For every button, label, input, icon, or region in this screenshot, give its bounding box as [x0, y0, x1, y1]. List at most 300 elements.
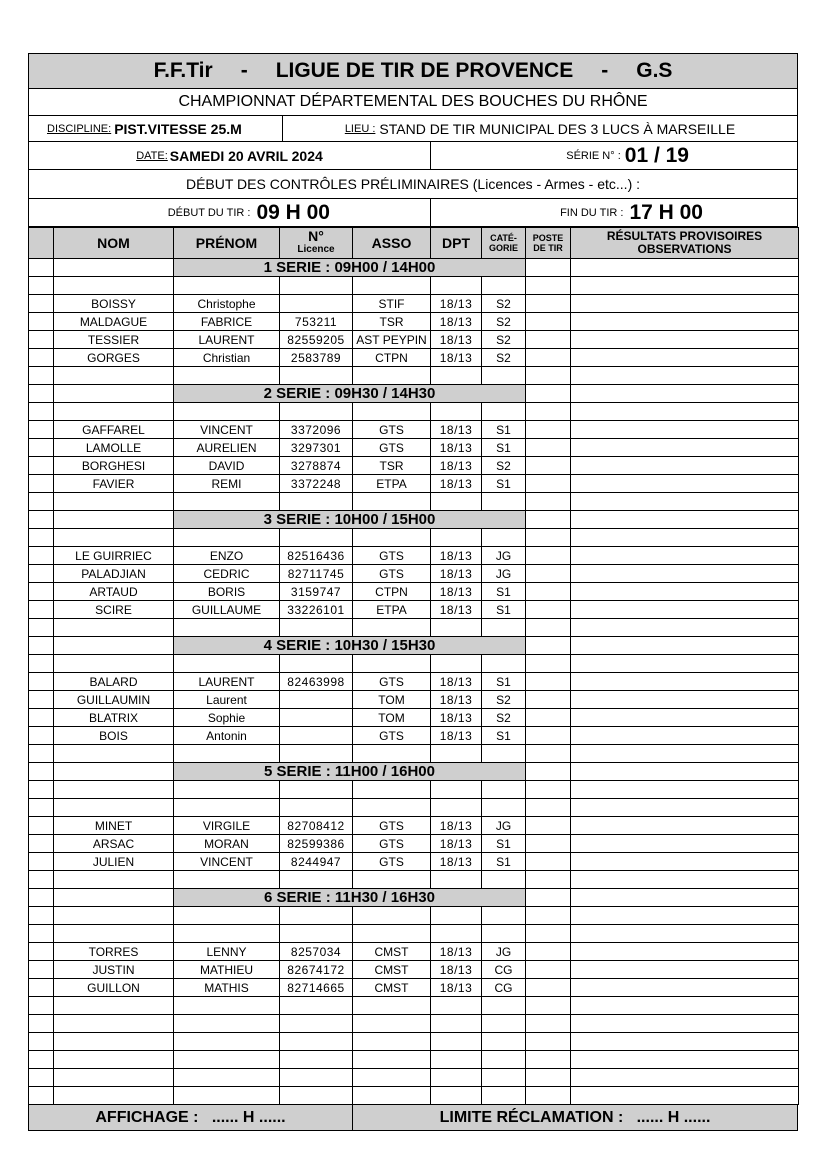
serie-header-row [29, 259, 799, 277]
date-label: DATE: [136, 149, 168, 162]
cell-resultats [571, 619, 799, 637]
empty-row [29, 745, 799, 763]
participant-categorie: CG [482, 979, 526, 997]
cell-licence [280, 871, 353, 889]
participant-row [29, 565, 799, 583]
cell-licence [280, 781, 353, 799]
cell-licence [280, 493, 353, 511]
cell-asso [353, 619, 431, 637]
cell-index [29, 637, 54, 655]
participant-categorie: S1 [482, 421, 526, 439]
participant-resultats [571, 421, 799, 439]
participant-row [29, 673, 799, 691]
cell-licence [280, 907, 353, 925]
cell-nom [54, 1033, 174, 1051]
empty-row [29, 529, 799, 547]
header-nom: NOM [54, 228, 174, 259]
cell-categorie [482, 277, 526, 295]
participant-poste [526, 943, 571, 961]
footer-bar [28, 1105, 798, 1131]
serie-header-row [29, 385, 799, 403]
start-time-cell [29, 199, 431, 226]
empty-row [29, 907, 799, 925]
cell-licence [280, 367, 353, 385]
cell-resultats [571, 799, 799, 817]
cell-nom [54, 529, 174, 547]
cell-dpt [431, 367, 482, 385]
cell-poste [526, 745, 571, 763]
cell-licence [280, 799, 353, 817]
cell-resultats [571, 1033, 799, 1051]
discipline-label: DISCIPLINE: [47, 122, 112, 135]
cell-resultats [571, 745, 799, 763]
participant-dpt: 18/13 [431, 691, 482, 709]
participant-nom: JUSTIN [54, 961, 174, 979]
participant-resultats [571, 583, 799, 601]
cell-dpt [431, 1015, 482, 1033]
cell-poste [526, 925, 571, 943]
cell-asso [353, 277, 431, 295]
cell-prenom [174, 493, 280, 511]
cell-index [29, 907, 54, 925]
cell-index [29, 421, 54, 439]
cell-index [29, 1069, 54, 1087]
participant-resultats [571, 457, 799, 475]
cell-nom [54, 511, 174, 529]
cell-resultats [571, 277, 799, 295]
cell-nom [54, 907, 174, 925]
cell-categorie [482, 925, 526, 943]
participant-row [29, 961, 799, 979]
participant-row [29, 691, 799, 709]
participant-nom: SCIRE [54, 601, 174, 619]
participant-asso: TSR [353, 457, 431, 475]
cell-asso [353, 745, 431, 763]
cell-prenom [174, 997, 280, 1015]
cell-prenom [174, 925, 280, 943]
participant-poste [526, 601, 571, 619]
cell-index [29, 673, 54, 691]
participant-row [29, 421, 799, 439]
participant-poste [526, 979, 571, 997]
cell-nom [54, 1051, 174, 1069]
participant-asso: AST PEYPIN [353, 331, 431, 349]
serie-header-row [29, 511, 799, 529]
participant-categorie: S1 [482, 853, 526, 871]
participant-asso: GTS [353, 853, 431, 871]
cell-dpt [431, 277, 482, 295]
participant-prenom: REMI [174, 475, 280, 493]
participant-asso: CMST [353, 943, 431, 961]
participant-row [29, 331, 799, 349]
empty-row [29, 1033, 799, 1051]
cell-dpt [431, 907, 482, 925]
cell-nom [54, 259, 174, 277]
participant-categorie: S1 [482, 475, 526, 493]
participant-resultats [571, 709, 799, 727]
cell-resultats [571, 907, 799, 925]
cell-resultats [571, 511, 799, 529]
cell-categorie [482, 1069, 526, 1087]
cell-index [29, 277, 54, 295]
cell-poste [526, 1069, 571, 1087]
participant-poste [526, 709, 571, 727]
participant-prenom: AURELIEN [174, 439, 280, 457]
participant-dpt: 18/13 [431, 601, 482, 619]
participant-licence [280, 691, 353, 709]
participant-prenom: BORIS [174, 583, 280, 601]
title-separator: - [240, 59, 248, 82]
participant-prenom: MORAN [174, 835, 280, 853]
participant-nom: BORGHESI [54, 457, 174, 475]
participant-row [29, 943, 799, 961]
serie-label: 1 SERIE : 09H00 / 14H00 [174, 259, 526, 277]
participant-resultats [571, 961, 799, 979]
participant-dpt: 18/13 [431, 979, 482, 997]
participant-resultats [571, 349, 799, 367]
cell-nom [54, 763, 174, 781]
cell-nom [54, 277, 174, 295]
cell-nom [54, 637, 174, 655]
cell-poste [526, 763, 571, 781]
start-time-label: DÉBUT DU TIR : [167, 206, 251, 219]
cell-categorie [482, 403, 526, 421]
cell-categorie [482, 1051, 526, 1069]
empty-row [29, 277, 799, 295]
cell-asso [353, 997, 431, 1015]
header-categorie: CATÉ-GORIE [482, 228, 526, 259]
cell-asso [353, 493, 431, 511]
participant-poste [526, 835, 571, 853]
header-licence-number: N° [308, 228, 324, 244]
end-time-value: 17 H 00 [629, 200, 703, 224]
cell-index [29, 781, 54, 799]
title-bar [28, 53, 798, 89]
affichage-cell [29, 1105, 353, 1130]
cell-dpt [431, 619, 482, 637]
cell-nom [54, 1015, 174, 1033]
cell-asso [353, 1015, 431, 1033]
cell-resultats [571, 889, 799, 907]
cell-dpt [431, 1087, 482, 1105]
header-prenom: PRÉNOM [174, 228, 280, 259]
participant-licence: 8244947 [280, 853, 353, 871]
date-row [28, 142, 798, 170]
cell-index [29, 817, 54, 835]
participant-asso: ETPA [353, 475, 431, 493]
participant-dpt: 18/13 [431, 853, 482, 871]
participant-licence: 82599386 [280, 835, 353, 853]
participant-dpt: 18/13 [431, 961, 482, 979]
participant-row [29, 439, 799, 457]
participant-licence: 82559205 [280, 331, 353, 349]
participant-asso: CTPN [353, 349, 431, 367]
participant-dpt: 18/13 [431, 709, 482, 727]
participant-categorie: S1 [482, 835, 526, 853]
cell-resultats [571, 1087, 799, 1105]
header-asso: ASSO [353, 228, 431, 259]
cell-index [29, 961, 54, 979]
participant-row [29, 817, 799, 835]
participant-nom: MINET [54, 817, 174, 835]
cell-index [29, 385, 54, 403]
cell-index [29, 925, 54, 943]
cell-nom [54, 619, 174, 637]
participant-resultats [571, 565, 799, 583]
cell-asso [353, 529, 431, 547]
cell-poste [526, 781, 571, 799]
participant-nom: GORGES [54, 349, 174, 367]
participant-asso: STIF [353, 295, 431, 313]
cell-prenom [174, 871, 280, 889]
cell-index [29, 979, 54, 997]
participant-asso: CMST [353, 979, 431, 997]
cell-dpt [431, 493, 482, 511]
cell-poste [526, 1033, 571, 1051]
participant-row [29, 583, 799, 601]
participant-categorie: S1 [482, 673, 526, 691]
cell-nom [54, 799, 174, 817]
competition-sheet [28, 53, 798, 1131]
cell-poste [526, 277, 571, 295]
participant-dpt: 18/13 [431, 673, 482, 691]
cell-poste [526, 889, 571, 907]
cell-index [29, 835, 54, 853]
participant-nom: LAMOLLE [54, 439, 174, 457]
cell-index [29, 565, 54, 583]
participant-categorie: S1 [482, 439, 526, 457]
participant-licence: 82711745 [280, 565, 353, 583]
cell-index [29, 313, 54, 331]
participant-categorie: JG [482, 547, 526, 565]
participant-poste [526, 547, 571, 565]
cell-index [29, 799, 54, 817]
cell-nom [54, 925, 174, 943]
discipline-row [28, 116, 798, 142]
cell-index [29, 511, 54, 529]
serie-header-row [29, 763, 799, 781]
cell-prenom [174, 655, 280, 673]
participant-dpt: 18/13 [431, 565, 482, 583]
cell-index [29, 745, 54, 763]
cell-categorie [482, 1033, 526, 1051]
cell-categorie [482, 493, 526, 511]
participant-prenom: Christophe [174, 295, 280, 313]
participant-dpt: 18/13 [431, 349, 482, 367]
participant-dpt: 18/13 [431, 457, 482, 475]
cell-prenom [174, 745, 280, 763]
participant-resultats [571, 673, 799, 691]
cell-asso [353, 871, 431, 889]
participant-poste [526, 691, 571, 709]
participant-poste [526, 853, 571, 871]
cell-nom [54, 1069, 174, 1087]
participant-licence: 3278874 [280, 457, 353, 475]
cell-resultats [571, 637, 799, 655]
cell-categorie [482, 907, 526, 925]
cell-nom [54, 367, 174, 385]
participant-dpt: 18/13 [431, 583, 482, 601]
cell-resultats [571, 1015, 799, 1033]
participant-categorie: CG [482, 961, 526, 979]
participant-prenom: MATHIEU [174, 961, 280, 979]
participant-resultats [571, 817, 799, 835]
participant-resultats [571, 331, 799, 349]
participant-categorie: S2 [482, 709, 526, 727]
participant-row [29, 835, 799, 853]
participant-poste [526, 727, 571, 745]
empty-row [29, 1087, 799, 1105]
cell-prenom [174, 907, 280, 925]
cell-poste [526, 871, 571, 889]
participant-dpt: 18/13 [431, 331, 482, 349]
participant-resultats [571, 475, 799, 493]
lieu-label: LIEU : [344, 122, 376, 135]
cell-index [29, 943, 54, 961]
empty-row [29, 781, 799, 799]
cell-poste [526, 385, 571, 403]
participant-poste [526, 457, 571, 475]
date-value: SAMEDI 20 AVRIL 2024 [169, 147, 323, 164]
participant-asso: GTS [353, 421, 431, 439]
participant-row [29, 313, 799, 331]
participant-licence: 3372248 [280, 475, 353, 493]
participant-asso: GTS [353, 547, 431, 565]
header-resultats: RÉSULTATS PROVISOIRES OBSERVATIONS [571, 228, 799, 259]
participant-row [29, 295, 799, 313]
empty-row [29, 655, 799, 673]
cell-dpt [431, 799, 482, 817]
participant-row [29, 457, 799, 475]
empty-row [29, 1069, 799, 1087]
participant-nom: BLATRIX [54, 709, 174, 727]
participant-resultats [571, 295, 799, 313]
cell-dpt [431, 1069, 482, 1087]
participant-categorie: S1 [482, 727, 526, 745]
participant-licence [280, 709, 353, 727]
participant-categorie: S2 [482, 349, 526, 367]
participant-poste [526, 817, 571, 835]
discipline-value: PIST.VITESSE 25.M [114, 120, 242, 137]
participant-categorie: S2 [482, 691, 526, 709]
cell-asso [353, 367, 431, 385]
header-index [29, 228, 54, 259]
cell-asso [353, 781, 431, 799]
empty-row [29, 1015, 799, 1033]
participant-asso: GTS [353, 439, 431, 457]
participant-categorie: S2 [482, 295, 526, 313]
participant-nom: TORRES [54, 943, 174, 961]
table-header [29, 228, 799, 259]
participant-nom: LE GUIRRIEC [54, 547, 174, 565]
date-cell [29, 142, 431, 169]
participant-poste [526, 583, 571, 601]
cell-resultats [571, 529, 799, 547]
header-poste: POSTE DE TIR [526, 228, 571, 259]
cell-asso [353, 655, 431, 673]
cell-nom [54, 655, 174, 673]
participant-categorie: S1 [482, 583, 526, 601]
cell-licence [280, 1015, 353, 1033]
cell-poste [526, 511, 571, 529]
header-licence-label: Licence [297, 244, 335, 255]
participant-poste [526, 565, 571, 583]
participant-poste [526, 421, 571, 439]
participant-licence: 82516436 [280, 547, 353, 565]
cell-licence [280, 745, 353, 763]
participant-prenom: VINCENT [174, 853, 280, 871]
cell-asso [353, 799, 431, 817]
cell-prenom [174, 277, 280, 295]
cell-resultats [571, 871, 799, 889]
cell-dpt [431, 745, 482, 763]
cell-licence [280, 997, 353, 1015]
cell-asso [353, 403, 431, 421]
participant-poste [526, 331, 571, 349]
cell-index [29, 259, 54, 277]
participant-row [29, 349, 799, 367]
cell-poste [526, 997, 571, 1015]
cell-resultats [571, 493, 799, 511]
cell-resultats [571, 403, 799, 421]
participant-nom: BALARD [54, 673, 174, 691]
cell-index [29, 403, 54, 421]
participant-nom: FAVIER [54, 475, 174, 493]
cell-dpt [431, 655, 482, 673]
participant-dpt: 18/13 [431, 727, 482, 745]
cell-licence [280, 1087, 353, 1105]
participant-nom: ARSAC [54, 835, 174, 853]
cell-licence [280, 1069, 353, 1087]
participant-categorie: JG [482, 817, 526, 835]
participant-prenom: Antonin [174, 727, 280, 745]
header-dpt: DPT [431, 228, 482, 259]
participant-licence: 3372096 [280, 421, 353, 439]
cell-asso [353, 1033, 431, 1051]
participant-asso: GTS [353, 817, 431, 835]
participant-nom: MALDAGUE [54, 313, 174, 331]
cell-poste [526, 655, 571, 673]
participant-dpt: 18/13 [431, 313, 482, 331]
participant-row [29, 727, 799, 745]
cell-index [29, 1087, 54, 1105]
cell-nom [54, 745, 174, 763]
end-time-cell [431, 199, 797, 226]
participant-nom: GUILLON [54, 979, 174, 997]
cell-index [29, 691, 54, 709]
participant-asso: GTS [353, 565, 431, 583]
participant-categorie: JG [482, 943, 526, 961]
participant-asso: TOM [353, 709, 431, 727]
empty-row [29, 493, 799, 511]
cell-dpt [431, 871, 482, 889]
cell-prenom [174, 367, 280, 385]
cell-nom [54, 493, 174, 511]
cell-index [29, 601, 54, 619]
participant-asso: TSR [353, 313, 431, 331]
participant-row [29, 475, 799, 493]
participant-row [29, 979, 799, 997]
cell-poste [526, 259, 571, 277]
participant-asso: GTS [353, 727, 431, 745]
group-code: G.S [636, 59, 673, 82]
empty-row [29, 403, 799, 421]
cell-index [29, 331, 54, 349]
championship-title [28, 89, 798, 116]
empty-row [29, 925, 799, 943]
cell-poste [526, 907, 571, 925]
cell-licence [280, 925, 353, 943]
